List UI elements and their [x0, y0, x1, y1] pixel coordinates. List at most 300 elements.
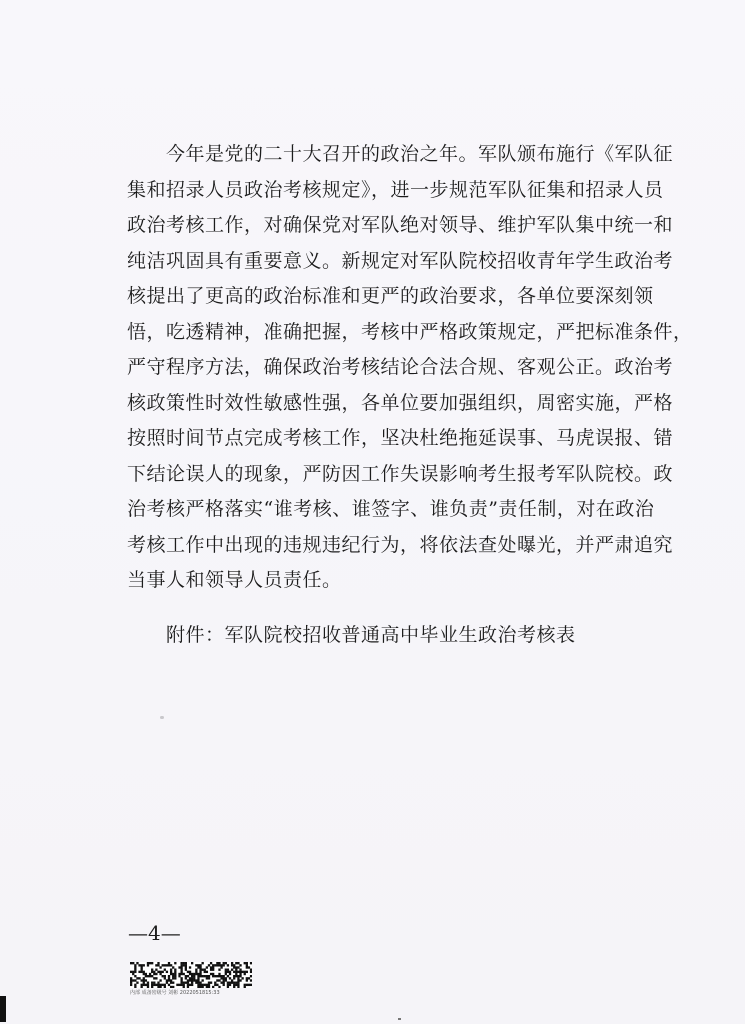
barcode-module: [237, 977, 239, 979]
barcode-module: [202, 975, 204, 977]
barcode-module: [164, 964, 166, 966]
barcode-module: [197, 984, 199, 986]
barcode-module: [250, 969, 252, 971]
barcode-module: [155, 984, 157, 986]
barcode-module: [141, 984, 143, 986]
barcode-module: [233, 977, 235, 979]
barcode-module: [159, 979, 161, 981]
barcode-module: [210, 982, 212, 984]
barcode-module: [204, 971, 206, 973]
page-number: —4—: [128, 921, 181, 945]
barcode-module: [235, 973, 237, 975]
barcode-module: [210, 969, 212, 971]
barcode-module: [214, 984, 216, 986]
barcode-module: [231, 982, 233, 984]
barcode-module: [225, 969, 227, 971]
barcode-module: [134, 986, 136, 988]
barcode-module: [241, 977, 243, 979]
barcode-module: [168, 977, 170, 979]
barcode-module: [149, 975, 151, 977]
barcode-module: [250, 962, 252, 964]
barcode-module: [134, 984, 136, 986]
barcode-module: [202, 986, 204, 988]
barcode-module: [193, 973, 195, 975]
barcode-module: [202, 962, 204, 964]
barcode-module: [134, 964, 136, 966]
barcode-module: [191, 984, 193, 986]
barcode-module: [216, 979, 218, 981]
paragraph-line: 严守程序方法，确保政治考核结论合法合规、客观公正。政治考: [127, 356, 674, 378]
barcode-module: [183, 973, 185, 975]
barcode-module: [195, 973, 197, 975]
barcode-module: [174, 973, 176, 975]
barcode-module: [168, 975, 170, 977]
paragraph-line: 集和招录人员政治考核规定》，进一步规范军队征集和招录人员: [127, 178, 664, 201]
barcode-module: [218, 962, 220, 964]
barcode-module: [143, 982, 145, 984]
barcode-module: [229, 977, 231, 979]
barcode-module: [159, 973, 161, 975]
barcode-module: [143, 979, 145, 981]
paragraph-line: 政治考核工作，对确保党对军队绝对领导、维护军队集中统一和: [127, 214, 674, 236]
barcode-module: [233, 964, 235, 966]
barcode-module: [199, 986, 201, 988]
barcode-module: [170, 982, 172, 984]
barcode-module: [141, 986, 143, 988]
barcode-module: [151, 962, 153, 964]
barcode-module: [231, 964, 233, 966]
barcode-module: [246, 971, 248, 973]
barcode-module: [244, 971, 246, 973]
barcode-module: [136, 962, 138, 964]
barcode-module: [197, 979, 199, 981]
barcode-module: [246, 984, 248, 986]
barcode-module: [162, 984, 164, 986]
barcode-module: [180, 971, 182, 973]
barcode-module: [180, 973, 182, 975]
barcode-module: [145, 979, 147, 981]
barcode-module: [187, 971, 189, 973]
barcode-module: [159, 986, 161, 988]
barcode-module: [239, 969, 241, 971]
barcode-module: [141, 966, 143, 968]
barcode-module: [223, 975, 225, 977]
barcode-module: [218, 979, 220, 981]
barcode-module: [178, 984, 180, 986]
barcode-module: [185, 975, 187, 977]
barcode-module: [174, 971, 176, 973]
barcode-module: [151, 971, 153, 973]
barcode-module: [183, 964, 185, 966]
barcode-module: [174, 969, 176, 971]
barcode-module: [212, 964, 214, 966]
barcode-module: [164, 975, 166, 977]
barcode-module: [174, 975, 176, 977]
barcode-module: [185, 982, 187, 984]
barcode-module: [218, 975, 220, 977]
barcode-module: [206, 975, 208, 977]
barcode-module: [141, 979, 143, 981]
barcode-module: [248, 984, 250, 986]
barcode-module: [227, 975, 229, 977]
barcode-module: [162, 975, 164, 977]
barcode-module: [138, 977, 140, 979]
attachment-note: 附件：军队院校招收普通高中毕业生政治考核表: [166, 624, 576, 646]
barcode-module: [204, 969, 206, 971]
barcode-module: [145, 984, 147, 986]
barcode-module: [132, 962, 134, 964]
barcode-module: [204, 984, 206, 986]
barcode-module: [172, 975, 174, 977]
barcode-module: [220, 982, 222, 984]
barcode-module: [193, 977, 195, 979]
barcode-module: [237, 966, 239, 968]
barcode-module: [199, 984, 201, 986]
barcode-module: [244, 986, 246, 988]
barcode-module: [237, 971, 239, 973]
barcode-module: [197, 964, 199, 966]
barcode-module: [166, 982, 168, 984]
barcode-module: [233, 966, 235, 968]
barcode-module: [130, 979, 132, 981]
barcode-module: [233, 982, 235, 984]
barcode-module: [208, 964, 210, 966]
barcode-module: [189, 979, 191, 981]
barcode-module: [199, 966, 201, 968]
barcode-module: [151, 969, 153, 971]
barcode-module: [164, 984, 166, 986]
barcode-image: [130, 962, 252, 988]
barcode-module: [130, 984, 132, 986]
barcode-module: [212, 966, 214, 968]
barcode-module: [212, 973, 214, 975]
barcode-module: [147, 964, 149, 966]
barcode-module: [244, 973, 246, 975]
barcode-module: [233, 971, 235, 973]
barcode-module: [151, 975, 153, 977]
barcode-module: [225, 971, 227, 973]
barcode-module: [138, 964, 140, 966]
barcode-module: [229, 973, 231, 975]
barcode-module: [206, 986, 208, 988]
barcode-module: [220, 966, 222, 968]
barcode-module: [147, 984, 149, 986]
barcode-module: [212, 969, 214, 971]
barcode-module: [132, 979, 134, 981]
barcode-module: [180, 984, 182, 986]
barcode-module: [151, 982, 153, 984]
barcode-module: [170, 986, 172, 988]
barcode-module: [187, 979, 189, 981]
footer-stamp: 内部 成备密级号 刘彬 2022051815:33: [130, 990, 220, 996]
barcode-module: [174, 962, 176, 964]
barcode-module: [231, 979, 233, 981]
barcode-module: [134, 975, 136, 977]
barcode-module: [153, 977, 155, 979]
barcode-module: [159, 971, 161, 973]
barcode-module: [199, 964, 201, 966]
barcode-module: [208, 982, 210, 984]
barcode-module: [206, 977, 208, 979]
barcode-module: [130, 982, 132, 984]
barcode-module: [187, 982, 189, 984]
barcode-module: [208, 984, 210, 986]
barcode-module: [134, 979, 136, 981]
barcode-module: [227, 984, 229, 986]
barcode-module: [183, 986, 185, 988]
barcode-module: [136, 982, 138, 984]
barcode-module: [208, 975, 210, 977]
barcode-module: [204, 975, 206, 977]
barcode-module: [164, 977, 166, 979]
barcode-module: [170, 969, 172, 971]
paragraph-line: 今年是党的二十大召开的政治之年。军队颁布施行《军队征: [166, 143, 674, 165]
barcode-module: [227, 964, 229, 966]
barcode-module: [172, 982, 174, 984]
barcode-module: [155, 977, 157, 979]
barcode-module: [134, 971, 136, 973]
barcode-module: [199, 982, 201, 984]
barcode-module: [237, 962, 239, 964]
barcode-module: [235, 982, 237, 984]
barcode-module: [143, 971, 145, 973]
barcode-module: [210, 966, 212, 968]
barcode-module: [220, 964, 222, 966]
barcode-module: [237, 982, 239, 984]
barcode-module: [206, 984, 208, 986]
barcode-module: [218, 964, 220, 966]
barcode-module: [178, 966, 180, 968]
barcode-module: [147, 975, 149, 977]
barcode-module: [210, 962, 212, 964]
barcode-module: [216, 964, 218, 966]
barcode-module: [185, 962, 187, 964]
barcode-module: [176, 984, 178, 986]
barcode-module: [246, 962, 248, 964]
barcode-module: [197, 975, 199, 977]
barcode-module: [235, 966, 237, 968]
barcode-module: [189, 977, 191, 979]
barcode-module: [193, 975, 195, 977]
barcode-module: [155, 964, 157, 966]
barcode-module: [143, 984, 145, 986]
paragraph-line: 纯洁巩固具有重要意义。新规定对军队院校招收青年学生政治考: [127, 249, 674, 272]
barcode-module: [155, 973, 157, 975]
barcode-module: [191, 962, 193, 964]
barcode-module: [227, 986, 229, 988]
barcode-module: [159, 984, 161, 986]
barcode-module: [180, 966, 182, 968]
barcode-module: [141, 971, 143, 973]
barcode-module: [210, 973, 212, 975]
barcode-module: [168, 984, 170, 986]
barcode-module: [191, 973, 193, 975]
paragraph-line: 核政策性时效性敏感性强，各单位要加强组织，周密实施，严格: [127, 391, 674, 414]
barcode-module: [220, 977, 222, 979]
barcode-module: [189, 984, 191, 986]
barcode-module: [130, 962, 132, 964]
barcode-module: [187, 984, 189, 986]
barcode-module: [235, 969, 237, 971]
barcode-module: [216, 984, 218, 986]
barcode-module: [166, 964, 168, 966]
barcode-module: [244, 984, 246, 986]
barcode-module: [141, 964, 143, 966]
barcode-module: [231, 962, 233, 964]
barcode-module: [202, 969, 204, 971]
barcode-module: [157, 982, 159, 984]
barcode-module: [147, 986, 149, 988]
barcode-module: [130, 977, 132, 979]
barcode-module: [223, 962, 225, 964]
barcode-module: [206, 971, 208, 973]
barcode-module: [191, 975, 193, 977]
barcode-module: [218, 986, 220, 988]
barcode-module: [227, 971, 229, 973]
barcode-module: [183, 962, 185, 964]
barcode-module: [235, 984, 237, 986]
barcode-module: [157, 986, 159, 988]
paragraph-line: 当事人和领导人员责任。: [127, 569, 342, 591]
barcode-module: [214, 982, 216, 984]
barcode-module: [145, 975, 147, 977]
barcode-module: [237, 984, 239, 986]
paragraph-line: 治考核严格落实“谁考核、谁签字、谁负责”责任制，对在政治: [127, 498, 655, 520]
barcode-module: [235, 975, 237, 977]
barcode-module: [197, 966, 199, 968]
barcode-module: [157, 962, 159, 964]
barcode-module: [185, 977, 187, 979]
barcode-module: [155, 969, 157, 971]
barcode-module: [157, 971, 159, 973]
barcode-module: [172, 977, 174, 979]
barcode-module: [153, 973, 155, 975]
barcode-module: [214, 964, 216, 966]
barcode-module: [172, 986, 174, 988]
barcode-module: [229, 971, 231, 973]
barcode-module: [212, 986, 214, 988]
barcode-module: [229, 982, 231, 984]
barcode-module: [208, 986, 210, 988]
barcode-module: [225, 979, 227, 981]
barcode-module: [180, 964, 182, 966]
barcode-module: [132, 973, 134, 975]
barcode-module: [189, 971, 191, 973]
barcode-module: [178, 975, 180, 977]
barcode-module: [168, 962, 170, 964]
barcode-module: [208, 977, 210, 979]
barcode-module: [170, 973, 172, 975]
barcode-module: [141, 969, 143, 971]
barcode-module: [166, 971, 168, 973]
barcode-module: [189, 966, 191, 968]
barcode-module: [151, 986, 153, 988]
barcode-module: [214, 975, 216, 977]
barcode-module: [250, 971, 252, 973]
barcode-module: [162, 964, 164, 966]
barcode-module: [159, 966, 161, 968]
barcode-module: [185, 969, 187, 971]
barcode-module: [153, 971, 155, 973]
barcode-module: [233, 986, 235, 988]
barcode-module: [134, 966, 136, 968]
barcode-module: [134, 969, 136, 971]
scan-edge-mark: [0, 996, 6, 1022]
barcode-module: [143, 964, 145, 966]
barcode-module: [193, 979, 195, 981]
barcode-module: [180, 982, 182, 984]
barcode-module: [195, 982, 197, 984]
barcode-module: [147, 982, 149, 984]
barcode-module: [197, 977, 199, 979]
barcode-module: [197, 986, 199, 988]
barcode-module: [250, 975, 252, 977]
barcode-module: [187, 975, 189, 977]
barcode-module: [183, 984, 185, 986]
barcode-module: [170, 971, 172, 973]
barcode-module: [170, 979, 172, 981]
barcode-module: [199, 973, 201, 975]
barcode-module: [178, 973, 180, 975]
barcode-module: [149, 962, 151, 964]
barcode-module: [185, 964, 187, 966]
barcode-module: [244, 962, 246, 964]
barcode-module: [138, 971, 140, 973]
barcode-module: [164, 986, 166, 988]
barcode-module: [197, 973, 199, 975]
barcode-module: [227, 982, 229, 984]
barcode-module: [195, 964, 197, 966]
barcode-module: [183, 982, 185, 984]
barcode-module: [143, 973, 145, 975]
barcode-module: [246, 979, 248, 981]
barcode-module: [132, 971, 134, 973]
barcode-module: [202, 979, 204, 981]
scan-speck: [160, 716, 164, 719]
barcode-module: [239, 973, 241, 975]
barcode-module: [157, 984, 159, 986]
barcode-module: [147, 962, 149, 964]
barcode-module: [174, 977, 176, 979]
barcode-module: [223, 982, 225, 984]
barcode-module: [241, 971, 243, 973]
barcode-module: [239, 975, 241, 977]
barcode-module: [168, 964, 170, 966]
barcode-module: [250, 984, 252, 986]
barcode-module: [225, 977, 227, 979]
barcode-module: [223, 979, 225, 981]
barcode-module: [235, 971, 237, 973]
barcode-module: [237, 979, 239, 981]
barcode-module: [168, 979, 170, 981]
barcode-module: [136, 977, 138, 979]
barcode-module: [239, 964, 241, 966]
barcode-module: [199, 975, 201, 977]
barcode-module: [153, 984, 155, 986]
barcode-module: [216, 962, 218, 964]
paragraph-line: 下结论误人的现象，严防因工作失误影响考生报考军队院校。政: [127, 462, 674, 485]
barcode-module: [218, 973, 220, 975]
scan-speck-bottom: [398, 1018, 401, 1020]
barcode-module: [191, 982, 193, 984]
barcode-module: [237, 975, 239, 977]
paragraph-line: 悟，吃透精神，准确把握，考核中严格政策规定，严把标准条件，: [127, 320, 693, 343]
barcode-module: [250, 979, 252, 981]
paragraph-line: 核提出了更高的政治标准和更严的政治要求，各单位要深刻领: [127, 285, 654, 307]
barcode-module: [216, 975, 218, 977]
barcode-module: [170, 964, 172, 966]
barcode-module: [239, 971, 241, 973]
